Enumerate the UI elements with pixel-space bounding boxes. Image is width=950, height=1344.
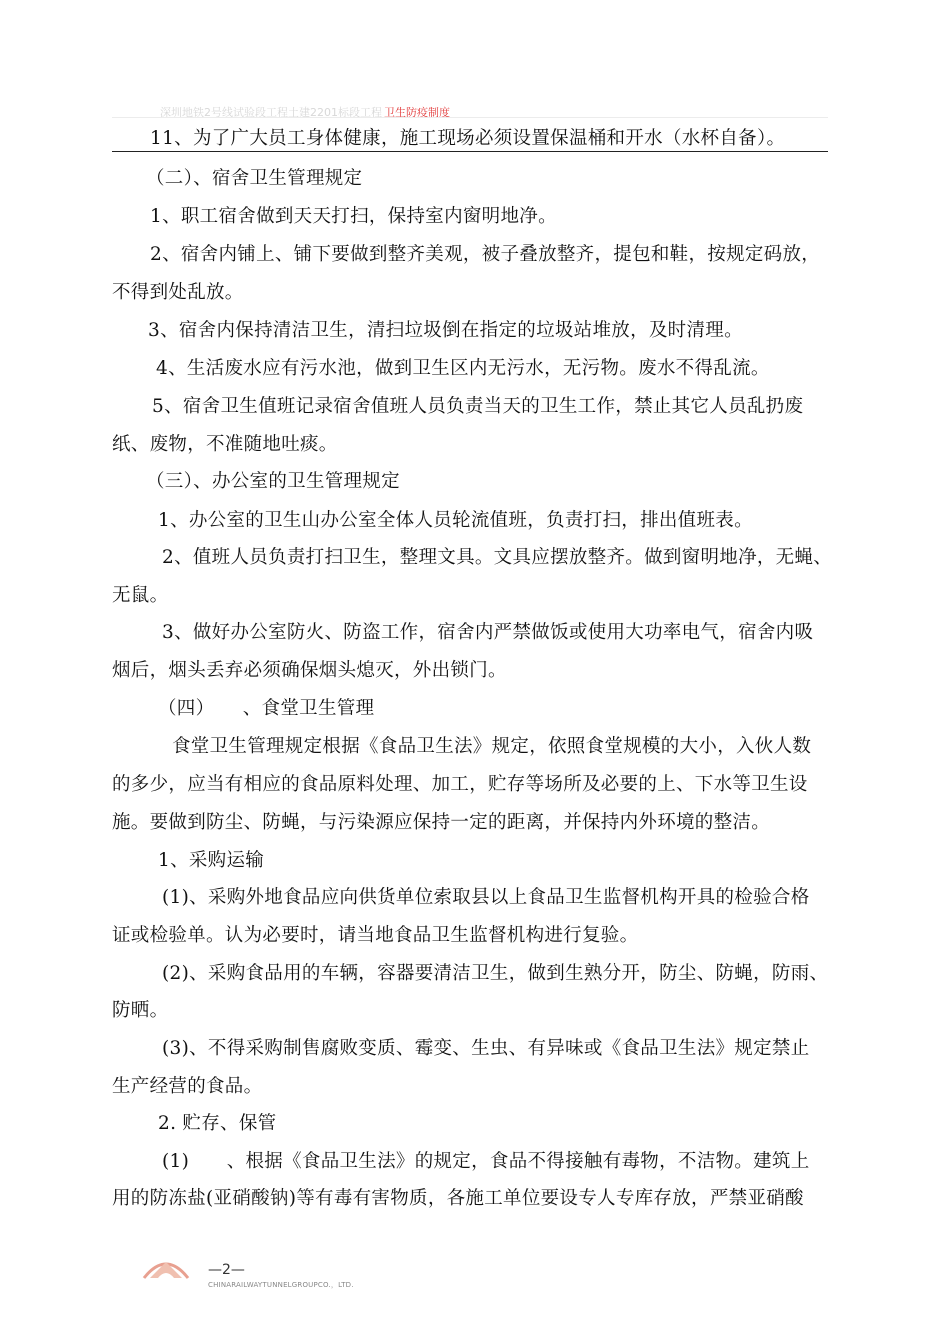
company-logo-icon — [140, 1248, 192, 1284]
text-line: 2、宿舍内铺上、铺下要做到整齐美观，被子叠放整齐，提包和鞋，按规定码放， — [150, 244, 821, 265]
text-line: 1、职工宿舍做到天天打扫，保持室内窗明地净。 — [150, 206, 557, 227]
text-line: (2)、采购食品用的车辆，容器要清洁卫生，做到生熟分开，防尘、防蝇，防雨、 — [162, 963, 829, 984]
text-line: 5、宿舍卫生值班记录宿舍值班人员负责当天的卫生工作，禁止其它人员乱扔废 — [152, 396, 804, 417]
section-heading: （二）、宿舍卫生管理规定 — [146, 168, 363, 189]
page-number: —2— — [208, 1262, 245, 1278]
header-project-text: 深圳地铁2号线试验段工程土建2201标段工程 — [160, 106, 382, 119]
text-line: 无鼠。 — [112, 585, 169, 606]
text-line: 食堂卫生管理规定根据《食品卫生法》规定，依照食堂规模的大小，入伙人数 — [172, 736, 812, 757]
text-line: (3)、不得采购制售腐败变质、霉变、生虫、有异味或《食品卫生法》规定禁止 — [162, 1038, 810, 1059]
text-line: (1)、采购外地食品应向供货单位索取县以上食品卫生监督机构开具的检验合格 — [162, 887, 810, 908]
header-doc-title: 卫生防疫制度 — [384, 106, 450, 119]
text-line: 烟后，烟头丢弃必须确保烟头熄灭，外出锁门。 — [112, 660, 507, 681]
text-line: 3、宿舍内保持清洁卫生，清扫垃圾倒在指定的垃圾站堆放，及时清理。 — [148, 320, 743, 341]
text-line: 1、办公室的卫生山办公室全体人员轮流值班，负责打扫，排出值班表。 — [158, 510, 753, 531]
text-line: 2、值班人员负责打扫卫生，整理文具。文具应摆放整齐。做到窗明地净，无蝇、 — [162, 547, 833, 568]
text-line: 施。要做到防尘、防蝇，与污染源应保持一定的距离，并保持内外环境的整洁。 — [112, 812, 771, 833]
text-line: 的多少，应当有相应的食品原料处理、加工，贮存等场所及必要的上、下水等卫生设 — [112, 774, 808, 795]
section-heading: （三）、办公室的卫生管理规定 — [146, 471, 400, 492]
text-line: 纸、废物，不准随地吐痰。 — [112, 434, 338, 455]
text-line: 3、做好办公室防火、防盗工作，宿舍内严禁做饭或使用大功率电气，宿舍内吸 — [162, 622, 814, 643]
header-rule-faint — [112, 117, 828, 118]
subsection-heading: 1、采购运输 — [158, 850, 265, 871]
text-line: 不得到处乱放。 — [112, 282, 244, 303]
text-line: 4、生活废水应有污水池，做到卫生区内无污水，无污物。废水不得乱流。 — [156, 358, 770, 379]
text-line: 11、为了广大员工身体健康，施工现场必须设置保温桶和开水（水杯自备）。 — [150, 128, 786, 149]
header-rule — [112, 151, 828, 152]
text-line: (1) 、根据《食品卫生法》的规定，食品不得接触有毒物，不洁物。建筑上 — [162, 1151, 810, 1172]
company-name-en: CHINARAILWAYTUNNELGROUPCO.，LTD. — [208, 1281, 354, 1289]
text-line: 防晒。 — [112, 1000, 169, 1021]
subsection-heading: 2. 贮存、保管 — [158, 1113, 277, 1134]
text-line: 用的防冻盐(亚硝酸钠)等有毒有害物质，各施工单位要设专人专库存放，严禁亚硝酸 — [112, 1188, 804, 1209]
text-line: 证或检验单。认为必要时，请当地食品卫生监督机构进行复验。 — [112, 925, 639, 946]
text-line: 生产经营的食品。 — [112, 1076, 263, 1097]
section-heading: （四） 、食堂卫生管理 — [158, 698, 375, 719]
